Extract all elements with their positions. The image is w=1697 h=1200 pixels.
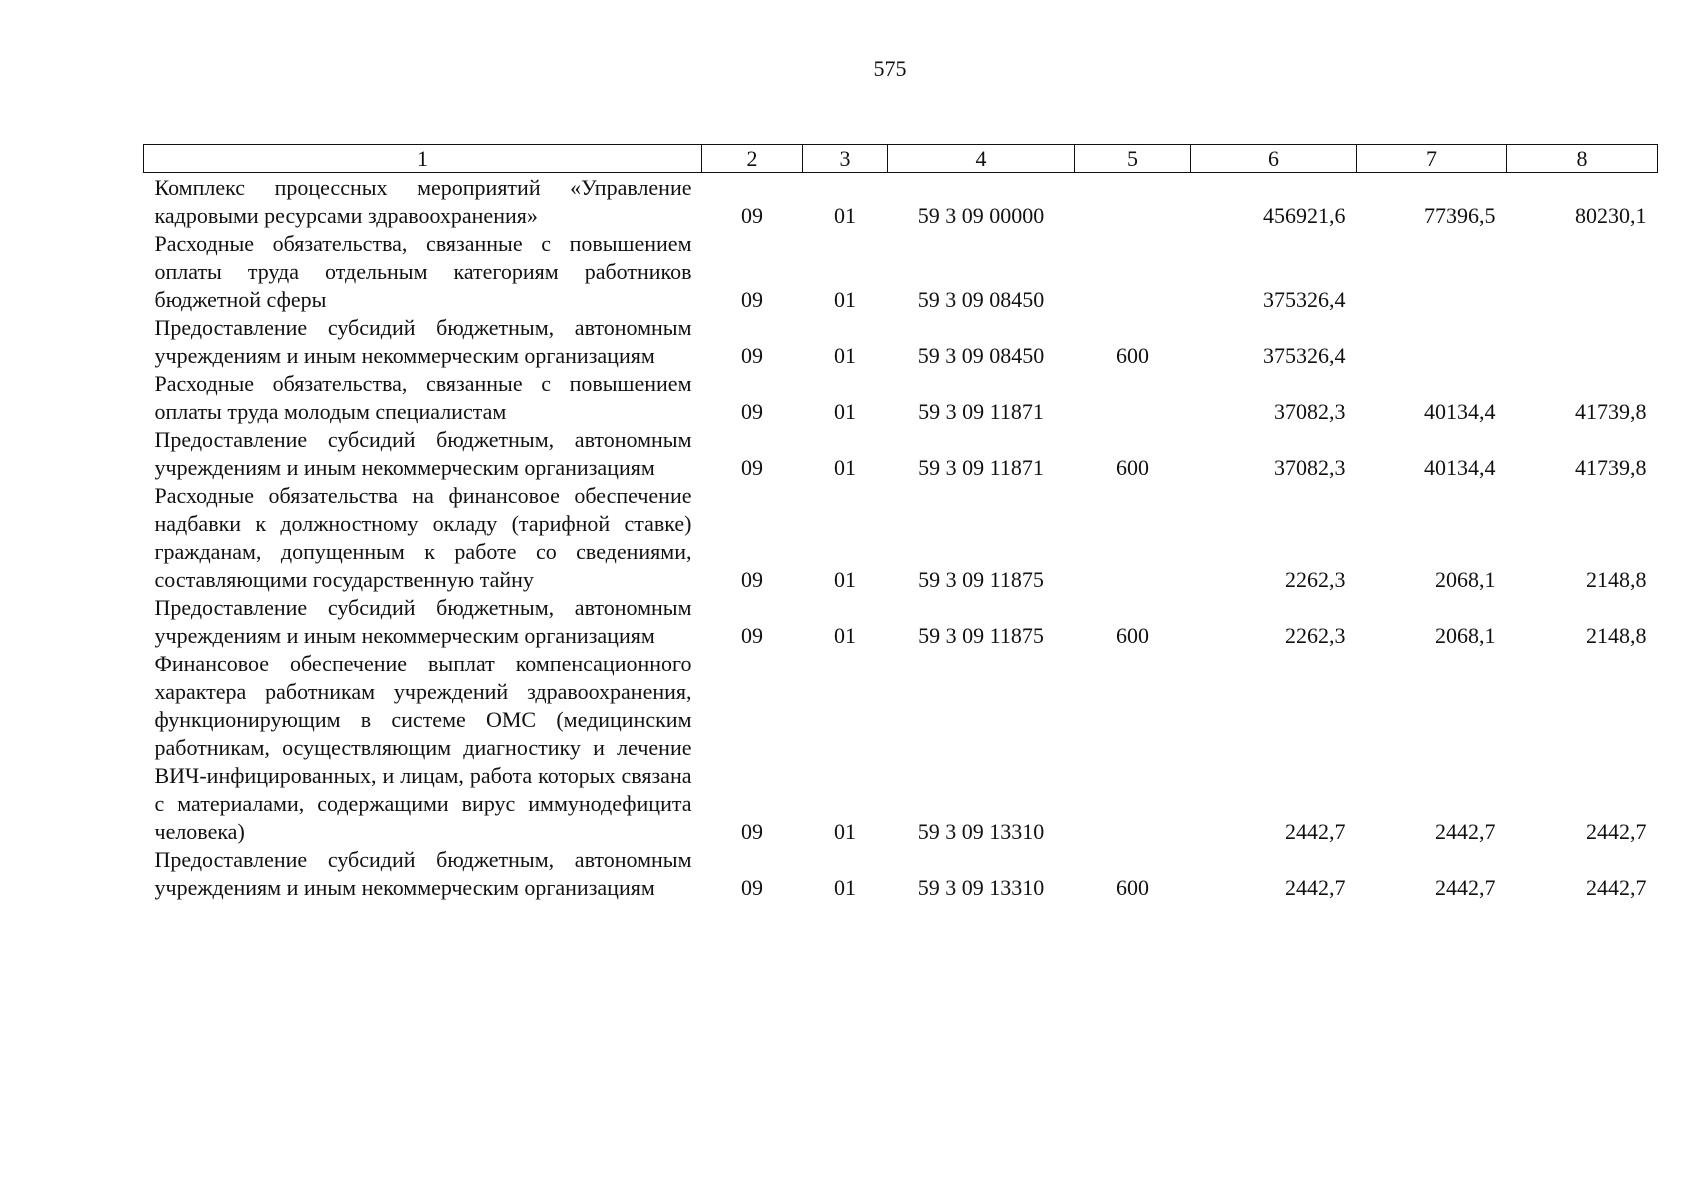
subsection-code-cell: 01 [834,623,856,648]
expense-type-cell: 600 [1116,343,1149,368]
row-name-cell: Предоставление субсидий бюджетным, автономным учреждениям и иным некоммерческим организациям [154,427,692,480]
page-number: 575 [873,56,907,81]
column-header: 6 [1191,145,1357,173]
amount-col7-cell: 77396,5 [1424,203,1496,228]
target-article-cell: 59 3 09 11875 [918,623,1044,648]
amount-col7-cell: 40134,4 [1424,455,1496,480]
budget-table [143,144,1658,902]
section-code-cell: 09 [741,203,763,228]
target-article-cell: 59 3 09 11875 [918,567,1044,592]
amount-col8-cell: 2148,8 [1586,623,1647,648]
column-header: 4 [888,145,1075,173]
expense-type-cell: 600 [1116,455,1149,480]
target-article-cell: 59 3 09 13310 [917,875,1045,900]
column-header: 1 [144,145,702,173]
subsection-code-cell: 01 [834,287,856,312]
table-row [144,594,1658,650]
table-row [144,314,1658,370]
target-article-cell: 59 3 09 08450 [917,287,1045,312]
amount-col7-cell [1357,230,1507,314]
row-name-cell: Предоставление субсидий бюджетным, автономным учреждениям и иным некоммерческим организациям [154,595,692,648]
column-header: 7 [1357,145,1507,173]
amount-col8-cell: 80230,1 [1575,203,1647,228]
amount-col7-cell: 2442,7 [1435,875,1496,900]
amount-col8-cell [1507,314,1658,370]
table-row [144,230,1658,314]
amount-col6-cell: 456921,6 [1263,203,1346,228]
amount-col6-cell: 375326,4 [1263,343,1346,368]
section-code-cell: 09 [741,399,763,424]
amount-col7-cell [1357,314,1507,370]
column-header: 5 [1075,145,1191,173]
target-article-cell: 59 3 09 11871 [918,399,1044,424]
amount-col7-cell: 2068,1 [1435,623,1496,648]
subsection-code-cell: 01 [834,203,856,228]
expense-type-cell [1075,230,1191,314]
target-article-cell: 59 3 09 11871 [918,455,1044,480]
section-code-cell: 09 [741,455,763,480]
amount-col8-cell: 2442,7 [1586,819,1647,844]
table-row [144,426,1658,482]
amount-col8-cell [1507,230,1658,314]
table-header-row [144,145,1658,173]
row-name-cell: Предоставление субсидий бюджетным, автономным учреждениям и иным некоммерческим организациям [154,847,692,900]
table-row [144,482,1658,594]
amount-col8-cell: 41739,8 [1575,399,1647,424]
expense-type-cell [1075,173,1191,231]
amount-col8-cell: 2442,7 [1586,875,1647,900]
expense-type-cell [1075,370,1191,426]
row-name-cell: Финансовое обеспечение выплат компенсационного характера работникам учреждений здравоохранения, функционирующим в системе ОМС (медицинским работникам, осуществляющим диагностику и лечение ВИЧ-инфицированных, и лицам, работа которых связана с материалами, содержащими вирус иммунодефицита человека) [154,651,692,844]
section-code-cell: 09 [741,287,763,312]
table-row [144,650,1658,846]
amount-col7-cell: 2068,1 [1435,567,1496,592]
column-header: 2 [702,145,803,173]
amount-col6-cell: 37082,3 [1274,455,1346,480]
expense-type-cell [1075,482,1191,594]
section-code-cell: 09 [741,567,763,592]
subsection-code-cell: 01 [834,819,856,844]
subsection-code-cell: 01 [834,455,856,480]
subsection-code-cell: 01 [834,343,856,368]
amount-col7-cell: 2442,7 [1435,819,1496,844]
amount-col6-cell: 2442,7 [1285,819,1346,844]
amount-col6-cell: 2442,7 [1285,875,1346,900]
amount-col8-cell: 2148,8 [1586,567,1647,592]
column-header: 8 [1507,145,1658,173]
expense-type-cell [1075,650,1191,846]
amount-col6-cell: 2262,3 [1285,623,1346,648]
row-name-cell: Предоставление субсидий бюджетным, автономным учреждениям и иным некоммерческим организациям [154,315,692,368]
section-code-cell: 09 [741,343,763,368]
amount-col6-cell: 37082,3 [1274,399,1346,424]
row-name-cell: Комплекс процессных мероприятий «Управление кадровыми ресурсами здравоохранения» [154,175,692,228]
target-article-cell: 59 3 09 13310 [917,819,1045,844]
table-row [144,173,1658,231]
expense-type-cell: 600 [1116,875,1149,900]
target-article-cell: 59 3 09 00000 [917,203,1045,228]
row-name-cell: Расходные обязательства, связанные с повышением оплаты труда отдельным категориям работников бюджетной сферы [154,231,692,312]
table-row [144,846,1658,902]
column-header: 3 [803,145,888,173]
expense-type-cell: 600 [1116,623,1149,648]
amount-col7-cell: 40134,4 [1424,399,1496,424]
subsection-code-cell: 01 [834,399,856,424]
amount-col6-cell: 375326,4 [1263,287,1346,312]
table-body [144,173,1658,903]
amount-col6-cell: 2262,3 [1285,567,1346,592]
row-name-cell: Расходные обязательства, связанные с повышением оплаты труда молодым специалистам [154,371,692,424]
subsection-code-cell: 01 [834,875,856,900]
target-article-cell: 59 3 09 08450 [917,343,1045,368]
amount-col8-cell: 41739,8 [1575,455,1647,480]
section-code-cell: 09 [741,819,763,844]
row-name-cell: Расходные обязательства на финансовое обеспечение надбавки к должностному окладу (тарифной ставке) гражданам, допущенным к работе со сведениями, составляющими государственную тайну [154,483,692,592]
subsection-code-cell: 01 [834,567,856,592]
section-code-cell: 09 [741,623,763,648]
table-row [144,370,1658,426]
section-code-cell: 09 [741,875,763,900]
